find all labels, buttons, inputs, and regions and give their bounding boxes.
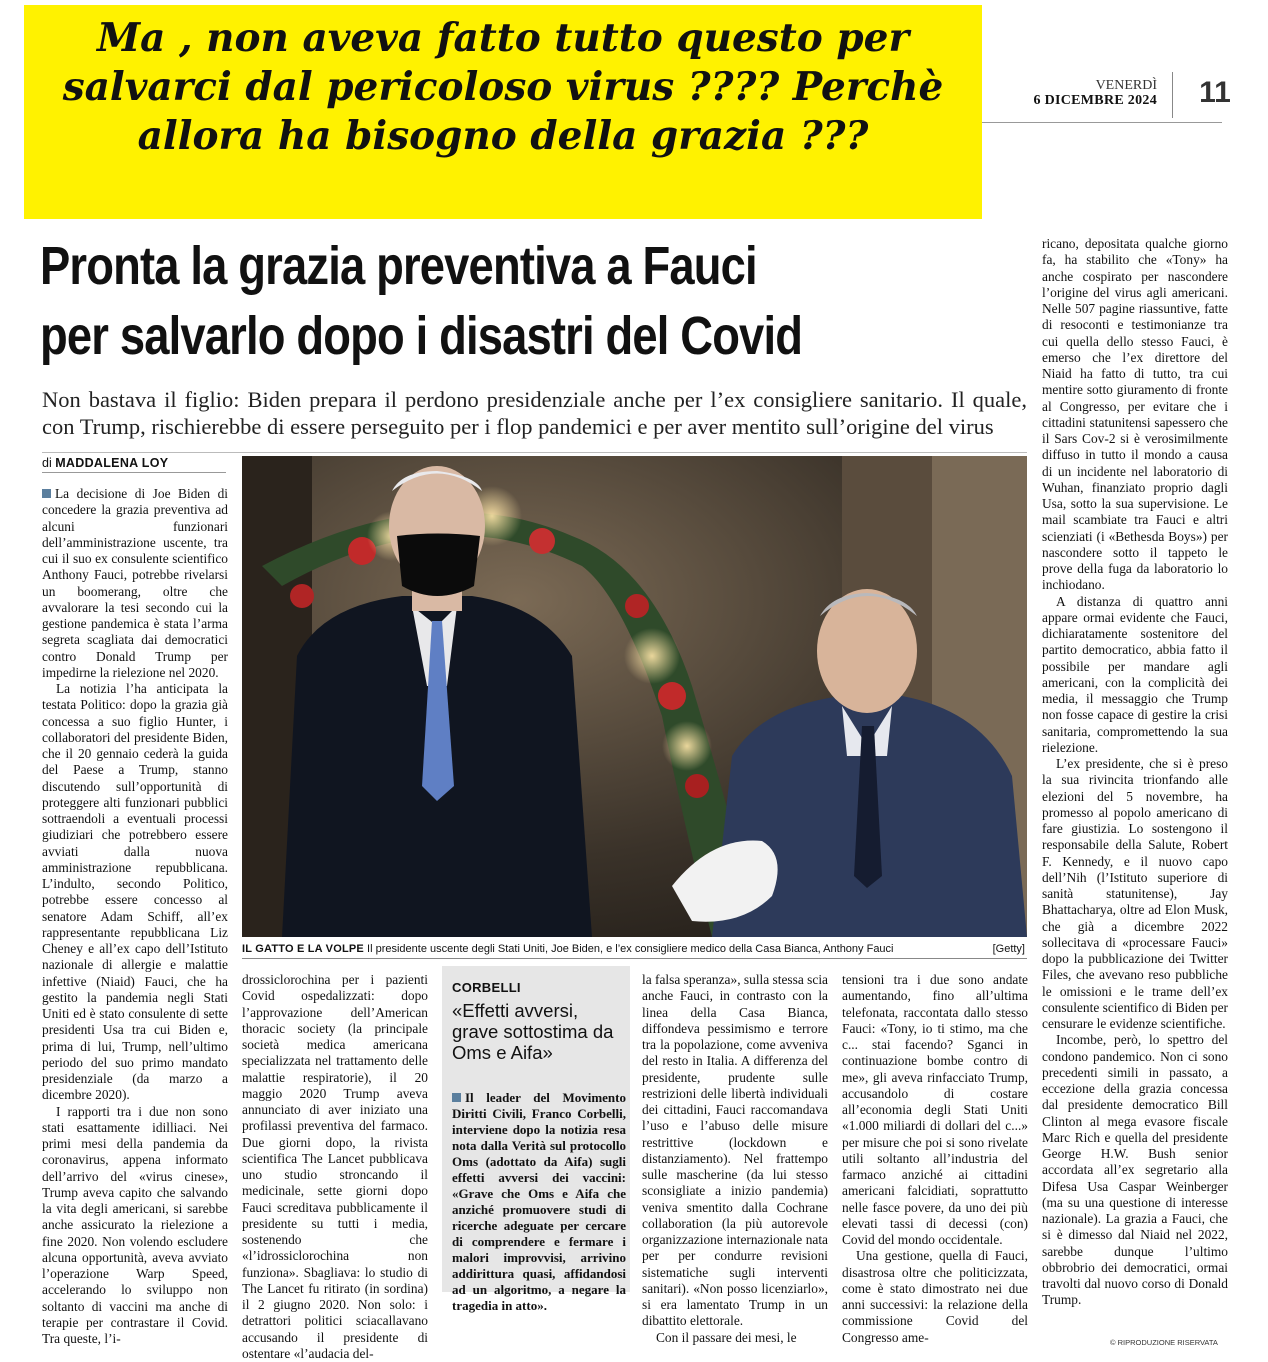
article-column-2 bbox=[242, 972, 428, 1362]
article-paragraph: L’ex presidente, che si è preso la sua rivincita trionfando alle elezioni del 5 novembre, ha promesso al popolo americano di fare giustizia. Lo sostengono il responsabile della Salute, Robert F. Kennedy, e il nuovo capo dell’Nih (l’Istituto superiore di sanità statunitense), Jay Bhattacharya, oltre ad Elon Musk, che già a dicembre 2022 sollecitava di «processare Fauci» dopo la pubblicazione dei Twitter Files, che avevano reso pubbliche le omissioni e le trame dell’ex consulente scientifico di Biden per censurare le evidenze scientifiche. bbox=[1042, 756, 1228, 1031]
subheadline-rule bbox=[42, 452, 1027, 453]
ornament-icon bbox=[625, 594, 649, 618]
article-paragraph: La decisione di Joe Biden di concedere la grazia preventiva ad alcuni funzionari dell’amministrazione uscente, tra cui il suo ex consulente scientifico Anthony Fauci, potrebbe rivelarsi un boomerang, oltre che avvalorare la tesi secondo cui la gestione pandemica è stata l’arma segreta scagliata dai democratici contro Donald Trump per impedirne la rielezione nel 2020. bbox=[42, 486, 228, 680]
article-paragraph: A distanza di quattro anni appare ormai evidente che Fauci, dichiaratamente sostenitore del partito democratico, abbia fatto il possibile per mandare agli americani, con la complicità dei media, il messaggio che Trump non fosse capace di gestire la crisi sanitaria, compromettendo la sua rielezione. bbox=[1042, 593, 1228, 755]
subheadline: Non bastava il figlio: Biden prepara il perdono presidenziale anche per l’ex consigliere sanitario. Il quale, con Trump, rischierebbe di essere perseguito per i flop pandemici e per aver mentito sull’origine del virus bbox=[42, 387, 1027, 439]
caption-rule bbox=[242, 958, 1027, 959]
page-day: VENERDÌ bbox=[1095, 78, 1157, 93]
ornament-icon bbox=[290, 584, 314, 608]
article-paragraph: tensioni tra i due sono andate aumentando, fino all’ultima telefonata, raccontata dallo stesso Fauci: «Tony, io ti stimo, ma che c... stai facendo? Sganci in continuazione bombe contro di me», gli aveva rinfacciato Trump, accusandolo di costare all’economia degli Stati Uniti «1.000 miliardi di dollari del c...» per misure che poi si sono rivelate utili soltanto all’industria del farmaco anziché ai cittadini americani falcidiati, soprattutto nelle fasce povere, da uno dei più elevati tassi di decessi (con) Covid del mondo occidentale. bbox=[842, 972, 1028, 1247]
photo-caption bbox=[242, 942, 1027, 956]
headline-line-2: per salvarlo dopo i disastri del Covid bbox=[40, 306, 803, 366]
article-paragraph: drossiclorochina per i pazienti Covid ospedalizzati: dopo l’approvazione dell’American thoracic society (la principale società medica americana specializzata nel trattamento delle malattie respiratorie), il 20 maggio 2020 Trump aveva annunciato di aver iniziato una profilassi preventiva del farmaco. Due giorni dopo, la rivista scientifica The Lancet pubblicava uno studio stroncando il medicinale, sette giorni dopo Fauci screditava pubblicamente il presidente su tutti i media, sostenendo che «l’idrossiclorochina non funziona». Sbagliava: lo studio di The Lancet fu ritirato (in sordina) il 2 giugno 2020. Non solo: i detrattori politici sciacallavano accusando il presidente di ostentare «l’audacia del- bbox=[242, 972, 428, 1361]
byline bbox=[42, 456, 168, 470]
article-photo bbox=[242, 456, 1027, 937]
header-divider bbox=[1172, 72, 1173, 118]
page-number: 11 bbox=[1199, 76, 1231, 109]
byline-prefix: di bbox=[42, 456, 52, 470]
photo-credit: [Getty] bbox=[992, 943, 1025, 955]
paragraph-marker-icon bbox=[42, 489, 51, 498]
sidebar-body: Il leader del Movimento Diritti Civili, Franco Corbelli, interviene dopo la notizia resa nota dalla Verità sul protocollo Oms (adottato da Aifa) sugli effetti avversi dei vaccini: «Grave che Oms e Aifa che anziché promuovere studi di ricerche adeguate per cercare di comprendere e fermare i malori improvvisi, arrivino addirittura quasi, affidandosi ad un algoritmo, a negare la tragedia in atto». bbox=[452, 1090, 626, 1313]
byline-rule bbox=[42, 472, 226, 473]
ornament-icon bbox=[529, 528, 555, 554]
page-date: 6 DICEMBRE 2024 bbox=[1033, 93, 1157, 108]
article-paragraph: ricano, depositata qualche giorno fa, ha stabilito che «Tony» ha anche cospirato per nascondere l’origine del virus agli americani. Nelle 507 pagine riassuntive, fatte di resoconti e testimonianze tra cui quella dello stesso Fauci, è emerso che l’ex direttore del Niaid ha fatto di tutto, tra cui mentire sotto giuramento di fronte al Congresso, per evitare che i cittadini statunitensi sapessero che il Sars Cov-2 si è verosimilmente diffuso in tutto il mondo a causa di un incidente nel laboratorio di Wuhan, finanziato proprio dagli Usa, sotto la sua supervisione. Le mail scambiate tra Fauci e altri scienziati (i «Bethesda Boys») per nascondere sotto il tappeto le prove della fuga da laboratorio lo inchiodano. bbox=[1042, 236, 1228, 593]
article-paragraph: La notizia l’ha anticipata la testata Politico: dopo la grazia già concessa a suo figlio Hunter, i collaboratori del presidente Biden, che il 20 gennaio cederà la guida del Paese a Trump, stanno discutendo sull’opportunità di proteggere alti funzionari pubblici sottraendoli a eventuali processi giudiziari che potrebbero essere avviati dalla nuova amministrazione repubblicana. L’indulto, secondo Politico, potrebbe essere concesso al senatore Adam Schiff, all’ex rappresentante repubblicana Liz Cheney e all’ex capo dell’Istituto nazionale di allergie e malattie infettive (Niaid) Fauci, che ha gestito la pandemia negli Stati Uniti ed è stato consulente di sette presidenti Usa tra cui Biden e, prima di lui, Trump, nell’ultimo periodo del suo primo mandato presidenziale (da marzo a dicembre 2020). bbox=[42, 681, 228, 1103]
article-column-1 bbox=[42, 486, 228, 1347]
ornament-icon bbox=[685, 774, 709, 798]
article-paragraph: Una gestione, quella di Fauci, disastrosa oltre che politicizzata, come è stato dimostrato nei due anni successivi: la relazione della commissione Covid del Congresso ame- bbox=[842, 1248, 1028, 1345]
sidebar-title: «Effetti avversi, grave sottostima da Oms e Aifa» bbox=[452, 1000, 614, 1063]
article-paragraph: la falsa speranza», sulla stessa scia anche Fauci, in contrasto con la linea della Casa Bianca, diffondeva pessimismo e terrore tra la popolazione, come avveniva del resto in Italia. A differenza del presidente, prudente sulle restrizioni delle libertà individuali dei cittadini, Fauci raccomandava l’uso e l’abuso delle misure restrittive (lockdown e distanziamento). Nel frattempo sulle mascherine (da lui stesso sconsigliate a inizio pandemia) veniva smentito dalla Cochrane collaboration (la più autorevole organizzazione internazionale nata per per condurre revisioni sistematiche sugli interventi sanitari). «Non posso licenziarlo», si era lamentato Trump in un dibattito elettorale. bbox=[642, 972, 828, 1329]
article-column-4 bbox=[642, 972, 828, 1346]
article-paragraph: Incombe, però, lo spettro del condono pandemico. Non ci sono precedenti simili in passato, a eccezione della grazia concessa dal presidente democratico Bill Clinton al mega evasore fiscale Marc Rich e quella del presidente George H.W. Bush senior accordata all’ex segretario alla Difesa Usa Caspar Weinberger (ma su una questione di interesse nazionale). La grazia a Fauci, che si è dimesso dal Niaid nel 2022, sarebbe dunque l’ultimo obbrobrio dei democratici, ormai travolti dal nuovo corso di Donald Trump. bbox=[1042, 1032, 1228, 1308]
article-paragraph: Con il passare dei mesi, le bbox=[656, 1329, 797, 1345]
article-column-6 bbox=[1042, 236, 1228, 1309]
copyright-notice: © RIPRODUZIONE RISERVATA bbox=[1110, 1338, 1218, 1347]
article-column-5 bbox=[842, 972, 1028, 1346]
caption-label: IL GATTO E LA VOLPE bbox=[242, 943, 364, 955]
headline-line-1: Pronta la grazia preventiva a Fauci bbox=[40, 236, 757, 296]
ornament-icon bbox=[658, 682, 686, 710]
sidebar-kicker: CORBELLI bbox=[452, 980, 521, 995]
paragraph-marker-icon bbox=[452, 1093, 461, 1102]
byline-author: MADDALENA LOY bbox=[55, 456, 169, 470]
caption-text: Il presidente uscente degli Stati Uniti, Joe Biden, e l’ex consigliere medico della Casa Bianca, Anthony Fauci bbox=[367, 943, 894, 955]
article-paragraph: I rapporti tra i due non sono stati esattamente idilliaci. Nei primi mesi della pandemia da coronavirus, appena informato dell’arrivo del «virus cinese», Trump aveva capito che salvando la vita degli americani, si sarebbe anche assicurato la rielezione a fine 2020. Non volendo escludere alcuna opportunità, aveva avviato l’operazione Warp Speed, accelerando lo sviluppo non soltanto di vaccini ma anche di terapie per contrastare il Covid. Tra queste, l’i- bbox=[42, 1103, 228, 1346]
header-rule bbox=[982, 122, 1222, 123]
annotation-text: Ma , non aveva fatto tutto questo per salvarci dal pericoloso virus ???? Perchè allora ha bisogno della grazia ??? bbox=[62, 15, 944, 159]
